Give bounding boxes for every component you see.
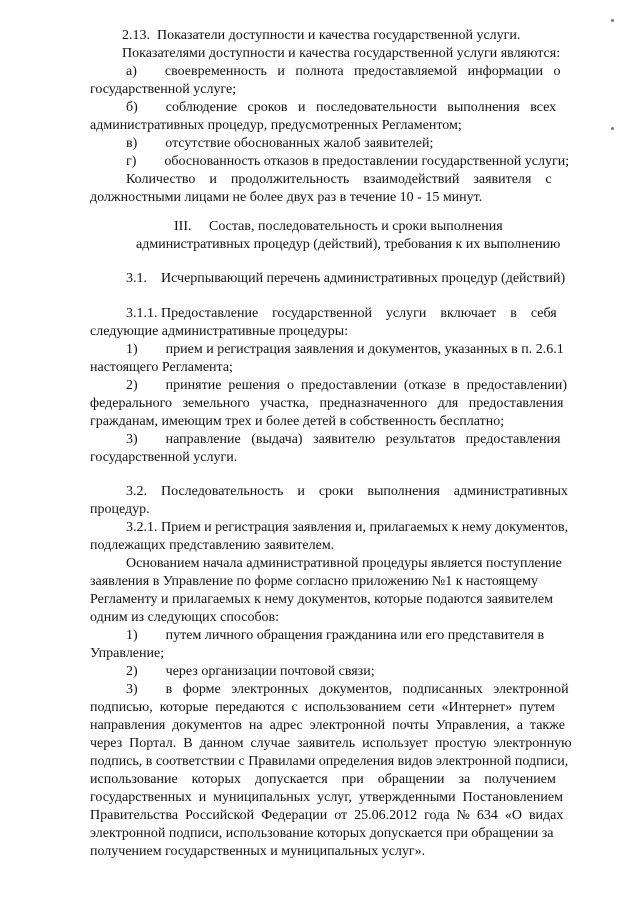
- list-item-2-method: 2) через организации почтовой связи;: [126, 664, 375, 679]
- paragraph-line: подписью, которые передаются с использованием сети «Интернет» путем: [90, 700, 555, 715]
- list-item-1: 1) прием и регистрация заявления и документов, указанных в п. 2.6.1: [126, 342, 564, 357]
- paragraph-line: должностными лицами не более двух раз в течение 10 - 15 минут.: [90, 190, 483, 205]
- paragraph-line: через Портал. В данном случае заявитель использует простую электронную: [90, 736, 572, 751]
- paragraph-line: Основанием начала административной процедуры является поступление: [126, 556, 562, 571]
- section-heading-3-2: 3.2. Последовательность и сроки выполнения административных: [126, 484, 568, 499]
- paragraph-line: электронной подписи, использование которых допускается при обращении за: [90, 826, 554, 841]
- section-heading-3-2-1: 3.2.1. Прием и регистрация заявления и, прилагаемых к нему документов,: [126, 520, 569, 535]
- paragraph-line: Количество и продолжительность взаимодействий заявителя с: [126, 172, 552, 187]
- paragraph-line: Показателями доступности и качества государственной услуги являются:: [122, 46, 561, 61]
- paragraph-line: государственных и муниципальных услуг, утвержденными Постановлением: [90, 790, 563, 805]
- paragraph-line: федерального земельного участка, предназначенного для предоставления: [90, 396, 564, 411]
- paragraph-line: гражданам, имеющим трех и более детей в собственность бесплатно;: [90, 414, 505, 429]
- scan-speck: [611, 127, 614, 130]
- list-item-3: 3) направление (выдача) заявителю результатов предоставления: [126, 432, 561, 447]
- section-heading-iii-line2: административных процедур (действий), требования к их выполнению: [136, 237, 561, 252]
- section-heading-iii: III. Состав, последовательность и сроки выполнения: [174, 219, 503, 234]
- list-item-2: 2) принятие решения о предоставлении (отказе в предоставлении): [126, 378, 568, 393]
- section-heading-3-1-1: 3.1.1. Предоставление государственной услуги включает в себя: [126, 306, 557, 321]
- paragraph-line: подпись, в соответствии с Правилами определения видов электронной подписи,: [90, 754, 569, 769]
- paragraph-line: Регламенту и прилагаемых к нему документов, которые подаются заявителем: [90, 592, 553, 607]
- paragraph-line: государственной услуге;: [90, 82, 237, 97]
- paragraph-line: Управление;: [90, 646, 165, 661]
- section-heading-2-13: 2.13. Показатели доступности и качества государственной услуги.: [122, 28, 521, 43]
- list-item-v: в) отсутствие обоснованных жалоб заявителей;: [126, 136, 434, 151]
- paragraph-line: получением государственных и муниципальных услуг».: [90, 844, 426, 859]
- paragraph-line: следующие административные процедуры:: [90, 324, 349, 339]
- paragraph-line: использование которых допускается при обращении за получением: [90, 772, 556, 787]
- paragraph-line: настоящего Регламента;: [90, 360, 233, 375]
- section-heading-3-1: 3.1. Исчерпывающий перечень административных процедур (действий): [126, 271, 566, 286]
- list-item-1-method: 1) путем личного обращения гражданина или его представителя в: [126, 628, 545, 643]
- paragraph-line: государственной услуги.: [90, 450, 238, 465]
- list-item-b: б) соблюдение сроков и последовательности выполнения всех: [126, 100, 557, 115]
- list-item-g: г) обоснованность отказов в предоставлении государственной услуги;: [126, 154, 570, 169]
- paragraph-line: административных процедур, предусмотренных Регламентом;: [90, 118, 462, 133]
- paragraph-line: процедур.: [90, 502, 150, 517]
- paragraph-line: одним из следующих способов:: [90, 610, 280, 625]
- paragraph-line: направления документов на адрес электронной почты Управления, а также: [90, 718, 565, 733]
- paragraph-line: подлежащих представлению заявителем.: [90, 538, 335, 553]
- paragraph-line: заявления в Управление по форме согласно приложению №1 к настоящему: [90, 574, 538, 589]
- list-item-3-method: 3) в форме электронных документов, подписанных электронной: [126, 682, 569, 697]
- scan-speck: [611, 19, 614, 22]
- paragraph-line: Правительства Российской Федерации от 25.06.2012 года № 634 «О видах: [90, 808, 564, 823]
- list-item-a: а) своевременность и полнота предоставляемой информации о: [126, 64, 561, 79]
